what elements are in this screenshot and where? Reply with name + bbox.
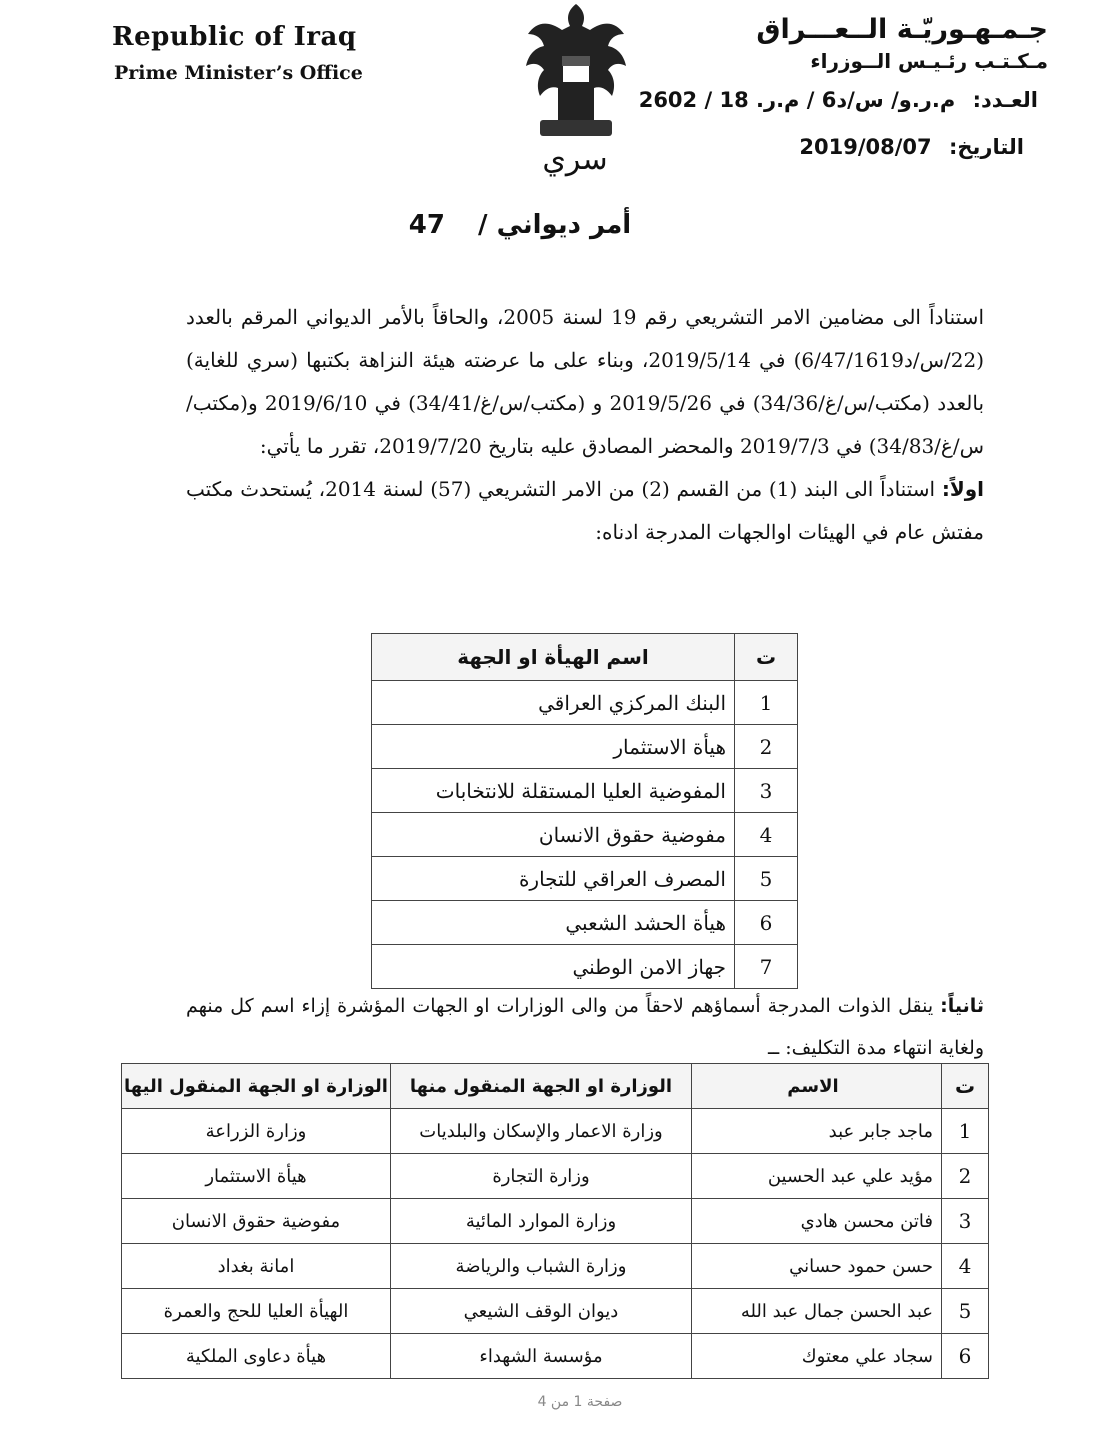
transfer-from: مؤسسة الشهداء — [391, 1334, 692, 1379]
bodies-table — [371, 633, 798, 989]
date-value: 2019/08/07 — [799, 135, 932, 159]
transfer-from: ديوان الوقف الشيعي — [391, 1289, 692, 1334]
transfer-to: هيأة الاستثمار — [122, 1154, 391, 1199]
table-row — [122, 1109, 989, 1154]
office-name-en: Prime Minister’s Office — [114, 62, 363, 84]
order-body — [186, 296, 984, 554]
column-header-index: ت — [942, 1064, 989, 1109]
row-index: 6 — [942, 1334, 989, 1379]
body-name: البنك المركزي العراقي — [372, 681, 735, 725]
document-date — [799, 135, 1024, 159]
row-index: 4 — [735, 813, 798, 857]
arabic-letterhead — [628, 14, 1048, 73]
person-name: مؤيد علي عبد الحسين — [692, 1154, 942, 1199]
row-index: 2 — [735, 725, 798, 769]
classification-stamp — [520, 140, 630, 186]
reference-label: العـدد: — [972, 88, 1038, 112]
column-header-index: ت — [735, 634, 798, 681]
person-name: ماجد جابر عبد — [692, 1109, 942, 1154]
body-name: هيأة الحشد الشعبي — [372, 901, 735, 945]
order-title-label: أمر ديواني / — [478, 210, 632, 240]
row-index: 1 — [735, 681, 798, 725]
transfer-from: وزارة الاعمار والإسكان والبلديات — [391, 1109, 692, 1154]
row-index: 1 — [942, 1109, 989, 1154]
table-row — [372, 725, 798, 769]
table-row — [122, 1244, 989, 1289]
person-name: حسن حمود حساني — [692, 1244, 942, 1289]
second-clause-label: ثانياً: — [940, 995, 984, 1017]
reference-number — [639, 88, 1038, 112]
classification-text: سري — [542, 142, 608, 177]
iraq-eagle-emblem-icon — [518, 0, 634, 152]
country-name-ar: جـمـهـوريّـة الــعـــراق — [756, 14, 1048, 45]
transfer-from: وزارة الموارد المائية — [391, 1199, 692, 1244]
order-number: 47 — [408, 210, 445, 240]
table-row — [372, 813, 798, 857]
table-row — [372, 769, 798, 813]
row-index: 7 — [735, 945, 798, 989]
second-clause — [186, 985, 984, 1069]
first-clause-text: استناداً الى البند (1) من القسم (2) من الامر التشريعي (57) لسنة 2014، يُستحدث مكتب مفتش عام في الهيئات اوالجهات المدرجة ادناه: — [186, 477, 984, 544]
transfer-to: وزارة الزراعة — [122, 1109, 391, 1154]
table-row — [372, 901, 798, 945]
transfer-from: وزارة الشباب والرياضة — [391, 1244, 692, 1289]
column-header-to: الوزارة او الجهة المنقول اليها — [122, 1064, 391, 1109]
body-name: المصرف العراقي للتجارة — [372, 857, 735, 901]
person-name: سجاد علي معتوك — [692, 1334, 942, 1379]
reference-value: م.ر.و/ س/د6 / م.ر. 18 / 2602 — [638, 88, 956, 112]
transfer-to: امانة بغداد — [122, 1244, 391, 1289]
order-title — [360, 210, 680, 240]
row-index: 6 — [735, 901, 798, 945]
row-index: 5 — [735, 857, 798, 901]
column-header-name: الاسم — [692, 1064, 942, 1109]
date-label: التاريخ: — [948, 135, 1024, 159]
column-header-from: الوزارة او الجهة المنقول منها — [391, 1064, 692, 1109]
transfer-to: الهيأة العليا للحج والعمرة — [122, 1289, 391, 1334]
page-number: صفحة 1 من 4 — [537, 1394, 623, 1410]
table-row — [372, 681, 798, 725]
table-row — [122, 1289, 989, 1334]
table-row — [122, 1199, 989, 1244]
table-row — [122, 1334, 989, 1379]
intro-paragraph: استناداً الى مضامين الامر التشريعي رقم 19 لسنة 2005، والحاقاً بالأمر الديواني المرقم بالعدد (22/س/د6/47/1619) في 2019/5/14، وبناء على ما عرضته هيئة النزاهة بكتبها (سري للغاية) بالعدد (مكتب/س/غ/34/36) في 2019/5/26 و (مكتب/س/غ/34/41) في 2019/6/10 و(مكتب/س/غ/34/83) في 2019/7/3 والمحضر المصادق عليه بتاريخ 2019/7/20، تقرر ما يأتي: — [186, 305, 985, 458]
row-index: 4 — [942, 1244, 989, 1289]
table-row — [372, 945, 798, 989]
row-index: 3 — [942, 1199, 989, 1244]
body-name: مفوضية حقوق الانسان — [372, 813, 735, 857]
transfer-from: وزارة التجارة — [391, 1154, 692, 1199]
transfer-to: مفوضية حقوق الانسان — [122, 1199, 391, 1244]
body-name: جهاز الامن الوطني — [372, 945, 735, 989]
second-clause-text: ينقل الذوات المدرجة أسماؤهم لاحقاً من والى الوزارات او الجهات المؤشرة إزاء اسم كل منهم ولغاية انتهاء مدة التكليف: ــ — [186, 995, 984, 1059]
office-name-ar: مـكـتـب رئـيـس الــوزراء — [810, 49, 1048, 73]
table-header-row — [122, 1064, 989, 1109]
body-name: المفوضية العليا المستقلة للانتخابات — [372, 769, 735, 813]
person-name: عبد الحسن جمال عبد الله — [692, 1289, 942, 1334]
transfers-table — [121, 1063, 989, 1379]
row-index: 5 — [942, 1289, 989, 1334]
country-name-en: Republic of Iraq — [112, 22, 357, 52]
table-header-row — [372, 634, 798, 681]
row-index: 2 — [942, 1154, 989, 1199]
body-name: هيأة الاستثمار — [372, 725, 735, 769]
row-index: 3 — [735, 769, 798, 813]
transfer-to: هيأة دعاوى الملكية — [122, 1334, 391, 1379]
table-row — [122, 1154, 989, 1199]
person-name: فاتن محسن هادي — [692, 1199, 942, 1244]
table-row — [372, 857, 798, 901]
first-clause-label: اولاً: — [941, 477, 985, 501]
column-header-body-name: اسم الهيأة او الجهة — [372, 634, 735, 681]
